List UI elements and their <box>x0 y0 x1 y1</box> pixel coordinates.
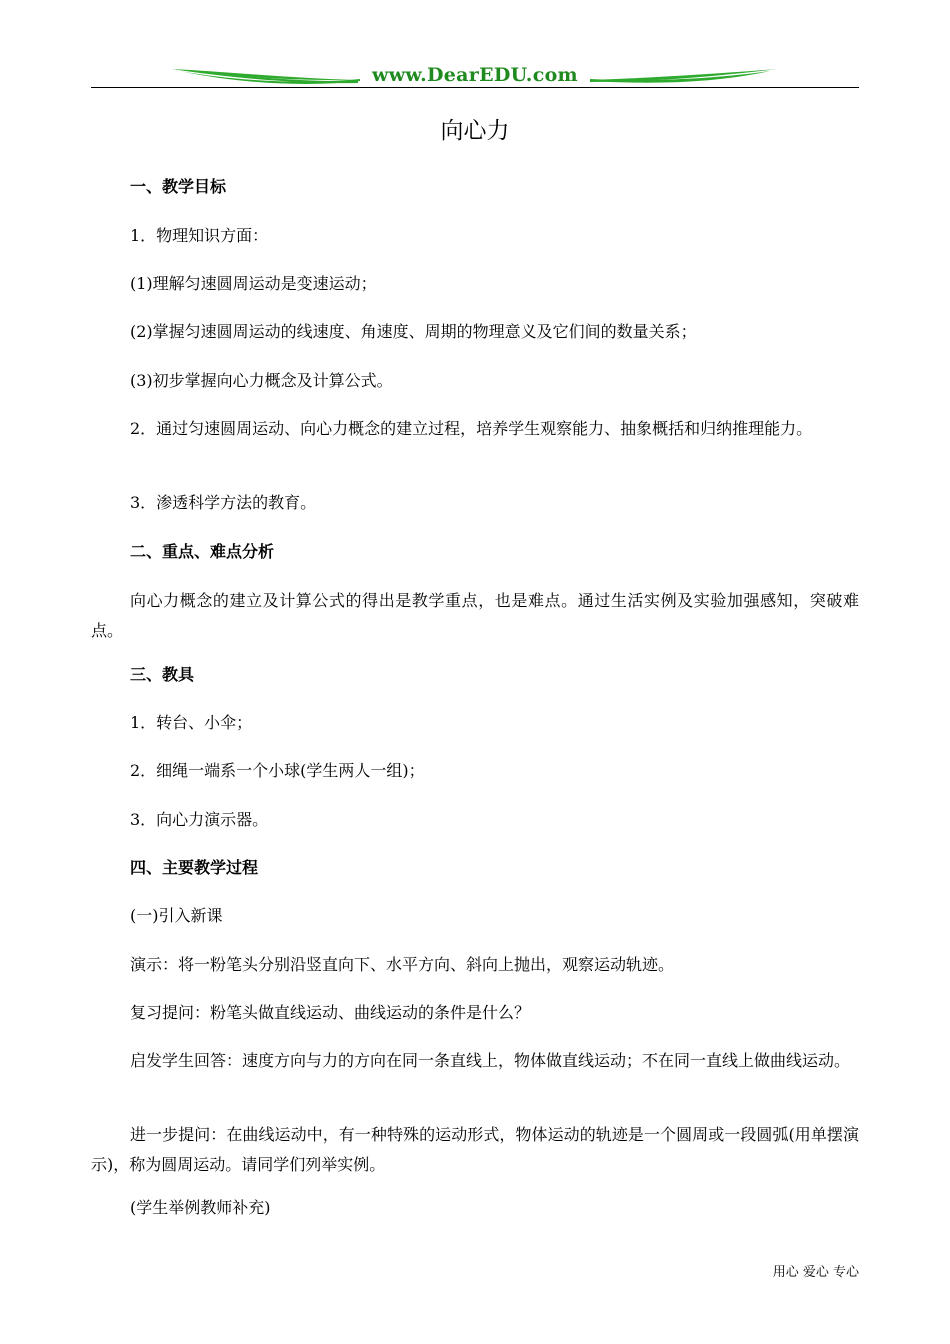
paragraph: 进一步提问：在曲线运动中，有一种特殊的运动形式，物体运动的轨迹是一个圆周或一段圆弧(用单摆演示)，称为圆周运动。请同学们列举实例。 <box>91 1125 859 1174</box>
paragraph: 2．通过匀速圆周运动、向心力概念的建立过程，培养学生观察能力、抽象概括和归纳推理能力。 <box>130 419 813 438</box>
logo-text: www.DearEDU.com <box>372 64 578 86</box>
page-footer: 用心 爱心 专心 <box>772 1265 859 1280</box>
paragraph: 启发学生回答：速度方向与力的方向在同一条直线上，物体做直线运动；不在同一直线上做曲线运动。 <box>130 1051 851 1070</box>
paragraph: (1)理解匀速圆周运动是变速运动； <box>130 274 377 293</box>
paragraph: 2．细绳一端系一个小球(学生两人一组)； <box>130 761 425 780</box>
paragraph: 复习提问：粉笔头做直线运动、曲线运动的条件是什么？ <box>130 1003 531 1022</box>
header-divider <box>91 87 859 88</box>
paragraph: (一)引入新课 <box>130 906 223 925</box>
paragraph: 向心力概念的建立及计算公式的得出是教学重点，也是难点。通过生活实例及实验加强感知，突破难点。 <box>91 591 859 640</box>
section-heading: 四、主要教学过程 <box>130 858 259 877</box>
section-heading: 二、重点、难点分析 <box>130 542 275 561</box>
paragraph: (2)掌握匀速圆周运动的线速度、角速度、周期的物理意义及它们间的数量关系； <box>130 322 697 341</box>
paragraph: 3．渗透科学方法的教育。 <box>130 493 317 512</box>
paragraph: (3)初步掌握向心力概念及计算公式。 <box>130 371 393 390</box>
paragraph: 1．转台、小伞； <box>130 713 253 732</box>
paragraph: 1．物理知识方面： <box>130 226 269 245</box>
site-logo <box>170 60 780 90</box>
section-heading: 一、教学目标 <box>130 177 227 196</box>
paragraph: 演示：将一粉笔头分别沿竖直向下、水平方向、斜向上抛出，观察运动轨迹。 <box>130 955 675 974</box>
page-title: 向心力 <box>440 118 510 144</box>
section-heading: 三、教具 <box>130 665 195 684</box>
paragraph: (学生举例教师补充) <box>130 1198 271 1217</box>
paragraph: 3．向心力演示器。 <box>130 810 269 829</box>
